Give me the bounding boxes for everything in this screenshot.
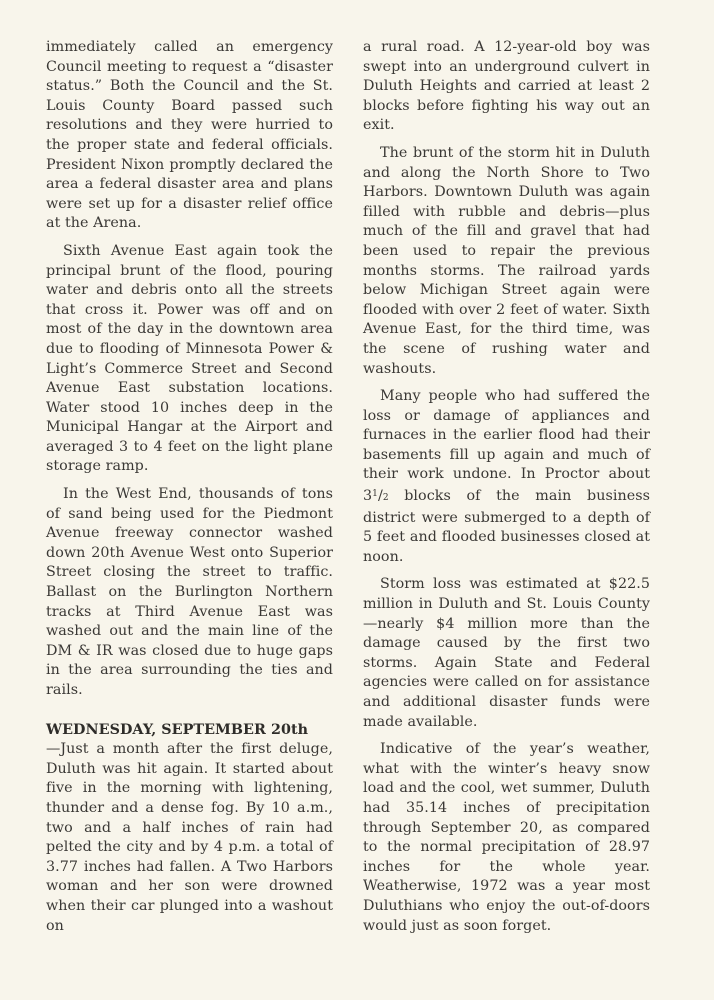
paragraph-west-end: In the West End, thousands of tons of sand being used for the Piedmont Avenue freeway connector washed down 20th Avenue West onto Superior Street closing the street to traffic. Ballast on the Burlington Northern tracks at Third Avenue East was washed out and the main line of the DM & IR was closed due to huge gaps in the area surrounding the ties and rails. bbox=[46, 486, 333, 698]
paragraph-disaster-status: immediately called an emergency Council meeting to request a “disaster status.” Both the Council and the St. Louis County Board passed such resolutions and they were hurried to the proper state and federal officials. President Nixon promptly declared the area a federal disaster area and plans were set up for a disaster relief office at the Arena. bbox=[46, 39, 333, 232]
paragraph-storm-brunt: The brunt of the storm hit in Duluth and along the North Shore to Two Harbors. Downtown Duluth was again filled with rubble and debris—plus much of the fill and gravel that had been used to repair the previous months storms. The railroad yards below Michigan Street again were flooded with over 2 feet of water. Sixth Avenue East, for the third time, was the scene of rushing water and washouts. bbox=[363, 144, 650, 377]
paragraph-sixth-avenue: Sixth Avenue East again took the principal brunt of the flood, pouring water and debris onto all the streets that cross it. Power was off and on most of the day in the downtown area due to flooding of Minnesota Power & Light’s Commerce Street and Second Avenue East substation locations. Water stood 10 inches deep in the Municipal Hangar at the Airport and averaged 3 to 4 feet on the light plane storage ramp. bbox=[46, 242, 333, 475]
fraction-numerator: 1 bbox=[372, 489, 378, 500]
right-column bbox=[363, 38, 650, 944]
proctor-text-after: blocks of the main business district were submerged to a depth of 5 feet and flooded businesses closed at noon. bbox=[363, 488, 650, 565]
section-heading: WEDNESDAY, SEPTEMBER 20th bbox=[46, 721, 309, 738]
left-column bbox=[46, 38, 333, 944]
paragraph-proctor: Many people who had suffered the loss or damage of appliances and furnaces in the earlier flood had their basements fill up again and much of their work undone. In Proctor about $3^1/2$ blocks of the main business district were submerged to a depth of 5 feet and flooded businesses closed at noon. bbox=[363, 388, 650, 565]
paragraph-weather-summary: Indicative of the year’s weather, what with the winter’s heavy snow load and the cool, wet summer, Duluth had 35.14 inches of precipitation through September 20, as compared to the normal precipitation of 28.97 inches for the whole year. Weatherwise, 1972 was a year most Duluthians who enjoy the out-of-doors would just as soon forget. bbox=[363, 741, 650, 934]
paragraph-rural-road: a rural road. A 12-year-old boy was swept into an underground culvert in Duluth Heights and carried at least 2 blocks before fighting his way out an exit. bbox=[363, 39, 650, 134]
paragraph-september-20 bbox=[46, 721, 333, 937]
paragraph-storm-loss: Storm loss was estimated at $22.5 million in Duluth and St. Louis County—nearly $4 million more than the damage caused by the first two storms. Again State and Federal agencies were called on for assistance and additional disaster funds were made available. bbox=[363, 576, 650, 730]
section-text: —Just a month after the first deluge, Duluth was hit again. It started about five in the morning with lightening, thunder and a dense fog. By 10 a.m., two and a half inches of rain had pelted the city and by 4 p.m. a total of 3.77 inches had fallen. A Two Harbors woman and her son were drowned when their car plunged into a washout on bbox=[46, 741, 333, 934]
proctor-text-before: Many people who had suffered the loss or damage of appliances and furnaces in the earlier flood had their basements fill up again and much of their work undone. In Proctor about 3 bbox=[363, 388, 650, 505]
fraction-denominator: 2 bbox=[382, 493, 389, 504]
